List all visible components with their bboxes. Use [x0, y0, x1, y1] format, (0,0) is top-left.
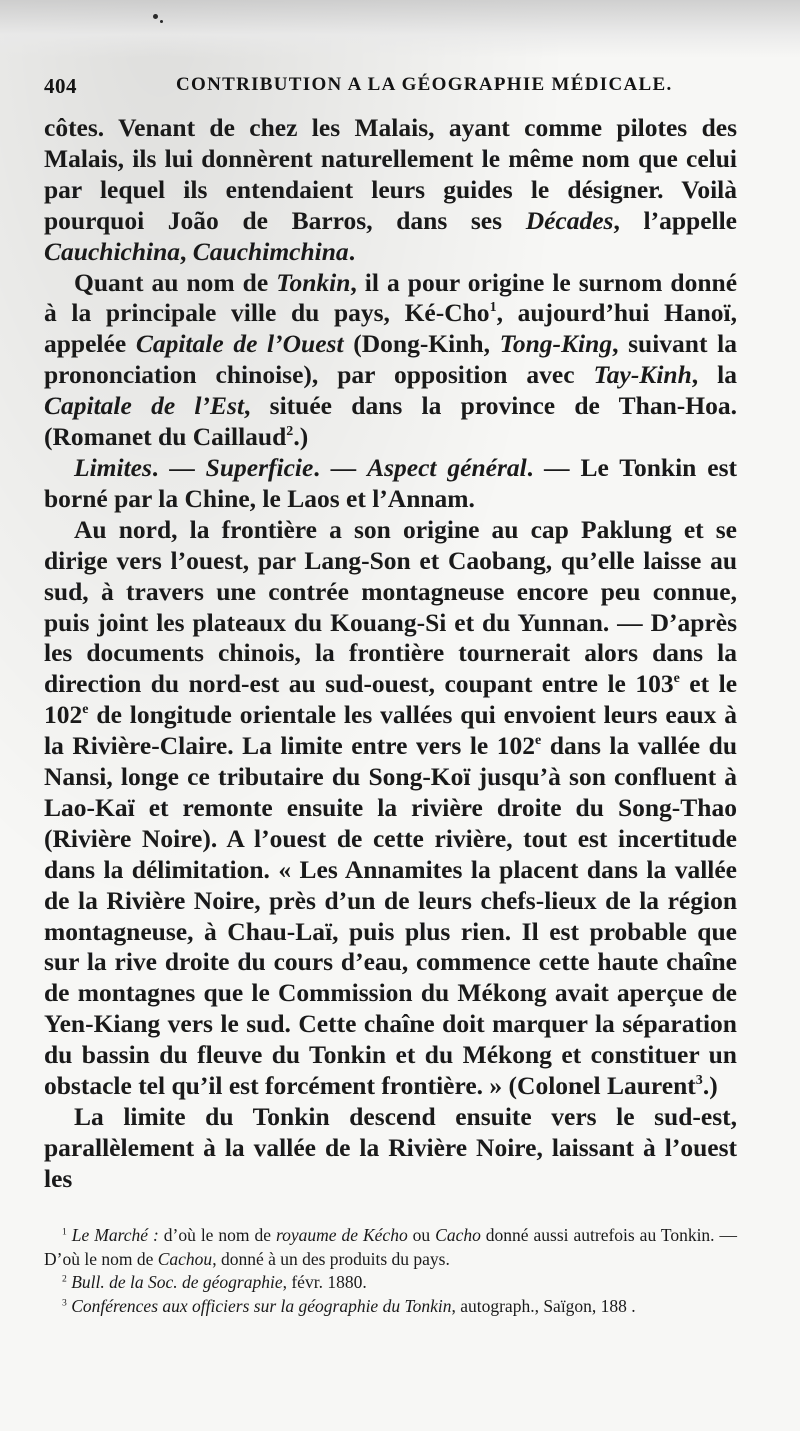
ink-speck [160, 20, 163, 23]
scan-shadow [0, 0, 800, 58]
text-run: La limite du Tonkin descend ensuite vers le sud-est, parallèlement à la vallée de la Rivière Noire, laissant à l’ouest les [44, 1102, 737, 1193]
footnotes [44, 1224, 737, 1318]
paragraph [44, 268, 737, 453]
italic-run: Capitale de l’Est [44, 391, 245, 421]
text-run: Quant au nom de [74, 267, 277, 297]
italic-run: Décades [525, 205, 614, 235]
text-run: , il a pour origine le surnom donné à la principale ville du pays, Ké-Cho [44, 267, 738, 328]
footnote [44, 1271, 737, 1295]
text-run: et le 102 [44, 669, 738, 730]
text-run: de longitude orientale les vallées qui envoient leurs eaux à la Rivière-Claire. La limite entre vers le 102 [44, 700, 737, 761]
italic-run: Conférences aux officiers sur la géographie du Tonkin [71, 1295, 452, 1316]
text-run: . — [151, 452, 206, 482]
paragraph [44, 515, 737, 1102]
italic-run: Cacho [435, 1225, 481, 1245]
text-run: . [348, 236, 356, 266]
paragraph [44, 1102, 737, 1195]
text-run: .) [702, 1071, 718, 1101]
text-run: , située dans la province de Than-Hoa. (Romanet du Caillaud [44, 391, 737, 452]
footnote-ref: 1 [489, 300, 497, 316]
italic-run: Tonkin [276, 267, 351, 297]
text-run: Au nord, la frontière a son origine au cap Paklung et se dirige vers l’ouest, par Lang-Son et Caobang, qu’elle laisse au sud, à travers une contrée montagneuse encore peu connue, puis joint les plateaux du Kouang-Si et du Yunnan. — D’après les documents chinois, la frontière tournerait alors dans la direction du nord-est au sud-ouest, coupant entre le 103 [44, 514, 737, 699]
italic-run: Aspect général [367, 452, 527, 482]
page-number: 404 [44, 74, 77, 98]
text-run: , [180, 236, 193, 266]
ordinal-sup: e [535, 733, 542, 749]
italic-run: Tay-Kinh [593, 360, 692, 390]
text-run: côtes. Venant de chez les Malais, ayant comme pilotes des Malais, ils lui donnèrent naturellement le même nom que celui par lequel ils entendaient leurs guides le désigner. Voilà pourquoi João de Barros, dans ses [44, 113, 737, 235]
text-run: , suivant la prononciation chinoise), par opposition avec [44, 329, 737, 390]
text-run: d’où le nom de [158, 1225, 276, 1245]
running-head: CONTRIBUTION A LA GÉOGRAPHIE MÉDICALE. [176, 74, 673, 95]
text-run: dans la vallée du Nansi, longe ce tributaire du Song-Koï jusqu’à son confluent à Lao-Kaï et remonte ensuite la rivière droite du Song-Thao (Rivière Noire). A l’ouest de cette rivière, tout est incertitude dans la délimitation. « Les Annamites la placent dans la vallée de la Rivière Noire, près d’un de leurs chefs-lieux de la région montagneuse, à Chau-Laï, puis plus rien. Il est probable que sur la rive droite du cours d’eau, commence cette haute chaîne de montagnes que le Commission du Mékong avait aperçue de Yen-Kiang vers le sud. Cette chaîne doit marquer la séparation du bassin du fleuve du Tonkin et du Mékong et constituer un obstacle tel qu’il est forcément frontière. » (Colonel Laurent [44, 731, 737, 1101]
italic-run: Le Marché : [71, 1225, 159, 1245]
text-run: . — [313, 452, 368, 482]
ink-speck [153, 14, 158, 19]
text-run: . — Le Tonkin est borné par la Chine, le Laos et l’Annam. [44, 452, 738, 513]
footnote [44, 1295, 737, 1319]
text-run: ou [407, 1225, 436, 1245]
text-run: donné aussi autrefois au Tonkin. — D’où le nom de [44, 1225, 738, 1269]
italic-run: royaume de Kécho [275, 1225, 408, 1245]
italic-run: Superficie [205, 452, 314, 482]
ordinal-sup: e [82, 702, 89, 718]
ordinal-sup: e [673, 671, 680, 687]
footnote-number: 1 [62, 1226, 67, 1238]
text-run: , la [691, 360, 737, 390]
italic-run: Tong-King [499, 329, 613, 359]
footnote-number: 2 [62, 1273, 67, 1285]
footnote-ref: 3 [695, 1073, 703, 1089]
paragraph [44, 113, 737, 268]
text-run: (Dong-Kinh, [343, 329, 500, 359]
footnote-number: 3 [62, 1296, 67, 1308]
italic-run: Cauchichina [44, 236, 181, 266]
footnote [44, 1224, 737, 1271]
footnote-ref: 2 [286, 424, 294, 440]
italic-run: Bull. de la Soc. de géographie [71, 1272, 283, 1292]
text-run: .) [293, 422, 309, 452]
italic-run: Limites [74, 452, 152, 482]
text-run: , aujourd’hui Hanoï, appelée [44, 298, 737, 359]
text-run: , févr. 1880. [282, 1272, 367, 1292]
text-run: , donné à un des produits du pays. [212, 1248, 450, 1269]
text-run: , l’appelle [613, 205, 737, 235]
italic-run: Cauchimchina [192, 236, 349, 266]
italic-run: Cachou [157, 1248, 213, 1269]
body-text [44, 113, 737, 1195]
page-header [44, 74, 734, 104]
italic-run: Capitale de l’Ouest [135, 329, 344, 359]
text-run: , autograph., Saïgon, 188 . [451, 1295, 636, 1316]
section-heading-paragraph [44, 453, 737, 515]
